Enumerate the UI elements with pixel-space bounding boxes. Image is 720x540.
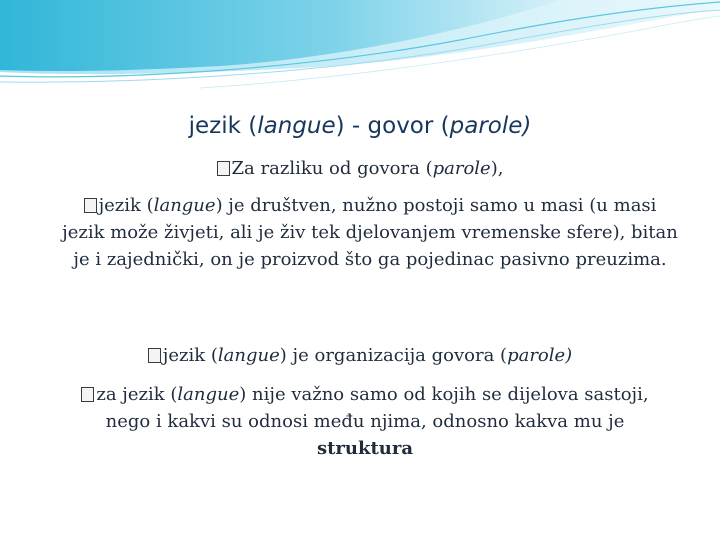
paragraph-razlika: [20, 155, 700, 182]
paragraph-jezik-drustven: [60, 192, 680, 273]
title-italic-langue: langue: [257, 113, 336, 139]
paragraph-text: jezik (: [162, 345, 218, 366]
missing-glyph-bullet-icon: [148, 348, 161, 363]
missing-glyph-bullet-icon: [217, 161, 230, 176]
paragraph-text: ) nije važno samo od kojih se dijelova sastoji, nego i kakvi su odnosi među njima, odnosno kakva mu je: [105, 384, 649, 432]
title-italic-parole: parole): [449, 113, 532, 139]
paragraph-text: Za razliku od govora (: [231, 158, 433, 179]
title-text-part: jezik (: [188, 113, 258, 139]
paragraph-italic: langue: [153, 195, 216, 216]
paragraph-text: ) je organizacija govora (: [279, 345, 508, 366]
missing-glyph-bullet-icon: [81, 387, 94, 402]
paragraph-text: ) je društven, nužno postoji samo u masi (u masi jezik može živjeti, ali je živ tek djelovanjem vremenske sfere), bitan je i zajednički, on je proizvod što ga pojedinac pasivno preuzima.: [62, 195, 678, 270]
paragraph-text: za jezik (: [96, 384, 178, 405]
paragraph-italic: langue: [177, 384, 240, 405]
paragraph-italic: parole: [432, 158, 491, 179]
title-text-part: ) - govor (: [335, 113, 450, 139]
slide-title: [0, 108, 720, 144]
paragraph-text: jezik (: [98, 195, 154, 216]
missing-glyph-bullet-icon: [84, 198, 97, 213]
paragraph-organizacija: [20, 342, 700, 369]
paragraph-struktura: [70, 381, 660, 462]
paragraph-italic: parole): [507, 345, 573, 366]
paragraph-bold-struktura: struktura: [316, 438, 414, 459]
paragraph-text: ),: [490, 158, 504, 179]
paragraph-italic: langue: [217, 345, 280, 366]
wave-header-decoration: [0, 0, 720, 90]
